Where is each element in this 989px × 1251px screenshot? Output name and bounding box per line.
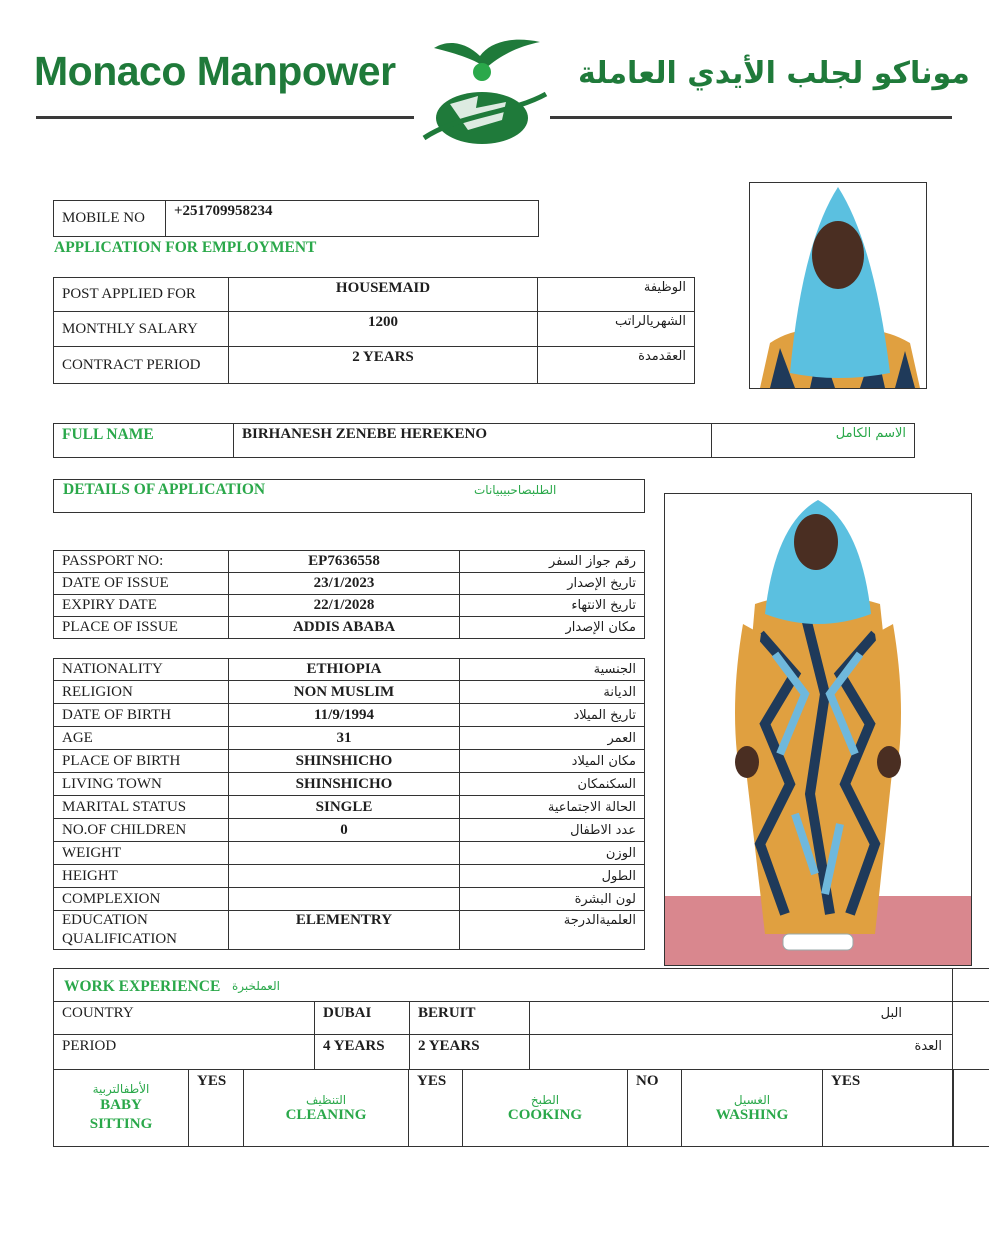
religion-ar: الديانة [460, 681, 645, 704]
mobile-table [53, 200, 539, 237]
period-ar: العدة [530, 1035, 953, 1070]
height-ar: الطول [460, 865, 645, 888]
height-value [229, 865, 460, 888]
work-experience-header [53, 968, 989, 1002]
weight-label: WEIGHT [54, 842, 229, 865]
passport-no-ar: رقم جواز السفر [460, 551, 645, 573]
period-label: PERIOD [54, 1035, 315, 1070]
expiry-date-label: EXPIRY DATE [54, 595, 229, 617]
complexion-ar: لون البشرة [460, 888, 645, 911]
skill-cooking-label: COOKING [507, 1106, 583, 1123]
skill-baby-sitting-ar: الأطفالتربية [92, 1082, 150, 1096]
children-label: NO.OF CHILDREN [54, 819, 229, 842]
mobile-value: +251709958234 [166, 201, 539, 237]
work-experience-title-ar: العملخبرة [232, 979, 280, 993]
passport-no-label: PASSPORT NO: [54, 551, 229, 573]
expiry-date-value: 22/1/2028 [229, 595, 460, 617]
passport-table [53, 550, 645, 639]
details-label: DETAILS OF APPLICATION [63, 481, 266, 498]
period-2: 2 YEARS [410, 1035, 530, 1070]
skill-baby-sitting-value: YES [189, 1070, 244, 1147]
religion-value: NON MUSLIM [229, 681, 460, 704]
post-ar: الوظيفة [538, 278, 695, 312]
skill-cleaning-ar: التنظيف [305, 1092, 347, 1107]
skill-washing-ar: الغسيل [733, 1092, 771, 1107]
application-title: APPLICATION FOR EMPLOYMENT [54, 239, 317, 256]
contract-ar: العقدمدة [538, 347, 695, 384]
skills-table [53, 1069, 989, 1147]
issue-date-label: DATE OF ISSUE [54, 573, 229, 595]
skill-baby-sitting-label: BABY SITTING [89, 1097, 153, 1132]
skill-cooking-ar: الطبخ [530, 1092, 560, 1107]
header-rule-right [550, 116, 952, 119]
mobile-label: MOBILE NO [54, 201, 166, 237]
dob-label: DATE OF BIRTH [54, 704, 229, 727]
issue-date-ar: تاريخ الإصدار [460, 573, 645, 595]
skill-cooking [463, 1070, 628, 1147]
issue-place-ar: مكان الإصدار [460, 617, 645, 639]
religion-label: RELIGION [54, 681, 229, 704]
contract-value: 2 YEARS [229, 347, 538, 384]
nationality-ar: الجنسية [460, 659, 645, 681]
skill-cleaning [244, 1070, 409, 1147]
issue-date-value: 23/1/2023 [229, 573, 460, 595]
education-value: ELEMENTRY [229, 911, 460, 950]
education-ar: العلميةالدرجة [460, 911, 645, 950]
age-ar: العمر [460, 727, 645, 750]
nationality-value: ETHIOPIA [229, 659, 460, 681]
skills-trailing-cell [954, 1070, 989, 1147]
contract-label: CONTRACT PERIOD [54, 347, 229, 384]
living-town-label: LIVING TOWN [54, 773, 229, 796]
company-logo [420, 34, 550, 146]
skill-cooking-value: NO [628, 1070, 682, 1147]
issue-place-value: ADDIS ABABA [229, 617, 460, 639]
full-name-value: BIRHANESH ZENEBE HEREKENO [234, 424, 712, 458]
full-body-photo [664, 493, 972, 966]
personal-table [53, 658, 645, 950]
country-2: BERUIT [410, 1002, 530, 1035]
complexion-label: COMPLEXION [54, 888, 229, 911]
dob-ar: تاريخ الميلاد [460, 704, 645, 727]
portrait-photo [749, 182, 927, 389]
children-value: 0 [229, 819, 460, 842]
marital-status-value: SINGLE [229, 796, 460, 819]
full-name-ar: الاسم الكامل [712, 424, 915, 458]
details-box [53, 479, 645, 513]
details-ar: الطلبصاحبيبيانات [474, 483, 557, 497]
work-experience-title: WORK EXPERIENCE [64, 978, 221, 995]
birth-place-label: PLACE OF BIRTH [54, 750, 229, 773]
birth-place-ar: مكان الميلاد [460, 750, 645, 773]
age-label: AGE [54, 727, 229, 750]
issue-place-label: PLACE OF ISSUE [54, 617, 229, 639]
full-name-label: FULL NAME [54, 424, 234, 458]
living-town-value: SHINSHICHO [229, 773, 460, 796]
work-table [53, 1001, 953, 1070]
height-label: HEIGHT [54, 865, 229, 888]
passport-no-value: EP7636558 [229, 551, 460, 573]
birth-place-value: SHINSHICHO [229, 750, 460, 773]
country-1: DUBAI [315, 1002, 410, 1035]
skill-cleaning-value: YES [409, 1070, 463, 1147]
living-town-ar: السكنمكان [460, 773, 645, 796]
complexion-value [229, 888, 460, 911]
salary-value: 1200 [229, 312, 538, 347]
country-ar: البل [530, 1002, 953, 1035]
company-name-ar: موناكو لجلب الأيدي العاملة [578, 56, 970, 91]
dob-value: 11/9/1994 [229, 704, 460, 727]
skill-washing [682, 1070, 823, 1147]
full-name-table [53, 423, 915, 458]
post-label: POST APPLIED FOR [54, 278, 229, 312]
skill-baby-sitting [54, 1070, 189, 1147]
education-label: EDUCATION QUALIFICATION [54, 911, 229, 950]
marital-status-label: MARITAL STATUS [54, 796, 229, 819]
age-value: 31 [229, 727, 460, 750]
skill-cleaning-label: CLEANING [285, 1106, 367, 1123]
company-name-en: Monaco Manpower [34, 48, 396, 94]
weight-value [229, 842, 460, 865]
salary-label: MONTHLY SALARY [54, 312, 229, 347]
children-ar: عدد الاطفال [460, 819, 645, 842]
marital-status-ar: الحالة الاجتماعية [460, 796, 645, 819]
skill-washing-value: YES [823, 1070, 954, 1147]
skill-washing-label: WASHING [715, 1106, 789, 1123]
country-label: COUNTRY [54, 1002, 315, 1035]
weight-ar: الوزن [460, 842, 645, 865]
period-1: 4 YEARS [315, 1035, 410, 1070]
post-value: HOUSEMAID [229, 278, 538, 312]
header-rule-left [36, 116, 414, 119]
nationality-label: NATIONALITY [54, 659, 229, 681]
salary-ar: الشهريالراتب [538, 312, 695, 347]
expiry-date-ar: تاريخ الانتهاء [460, 595, 645, 617]
post-table [53, 277, 695, 384]
